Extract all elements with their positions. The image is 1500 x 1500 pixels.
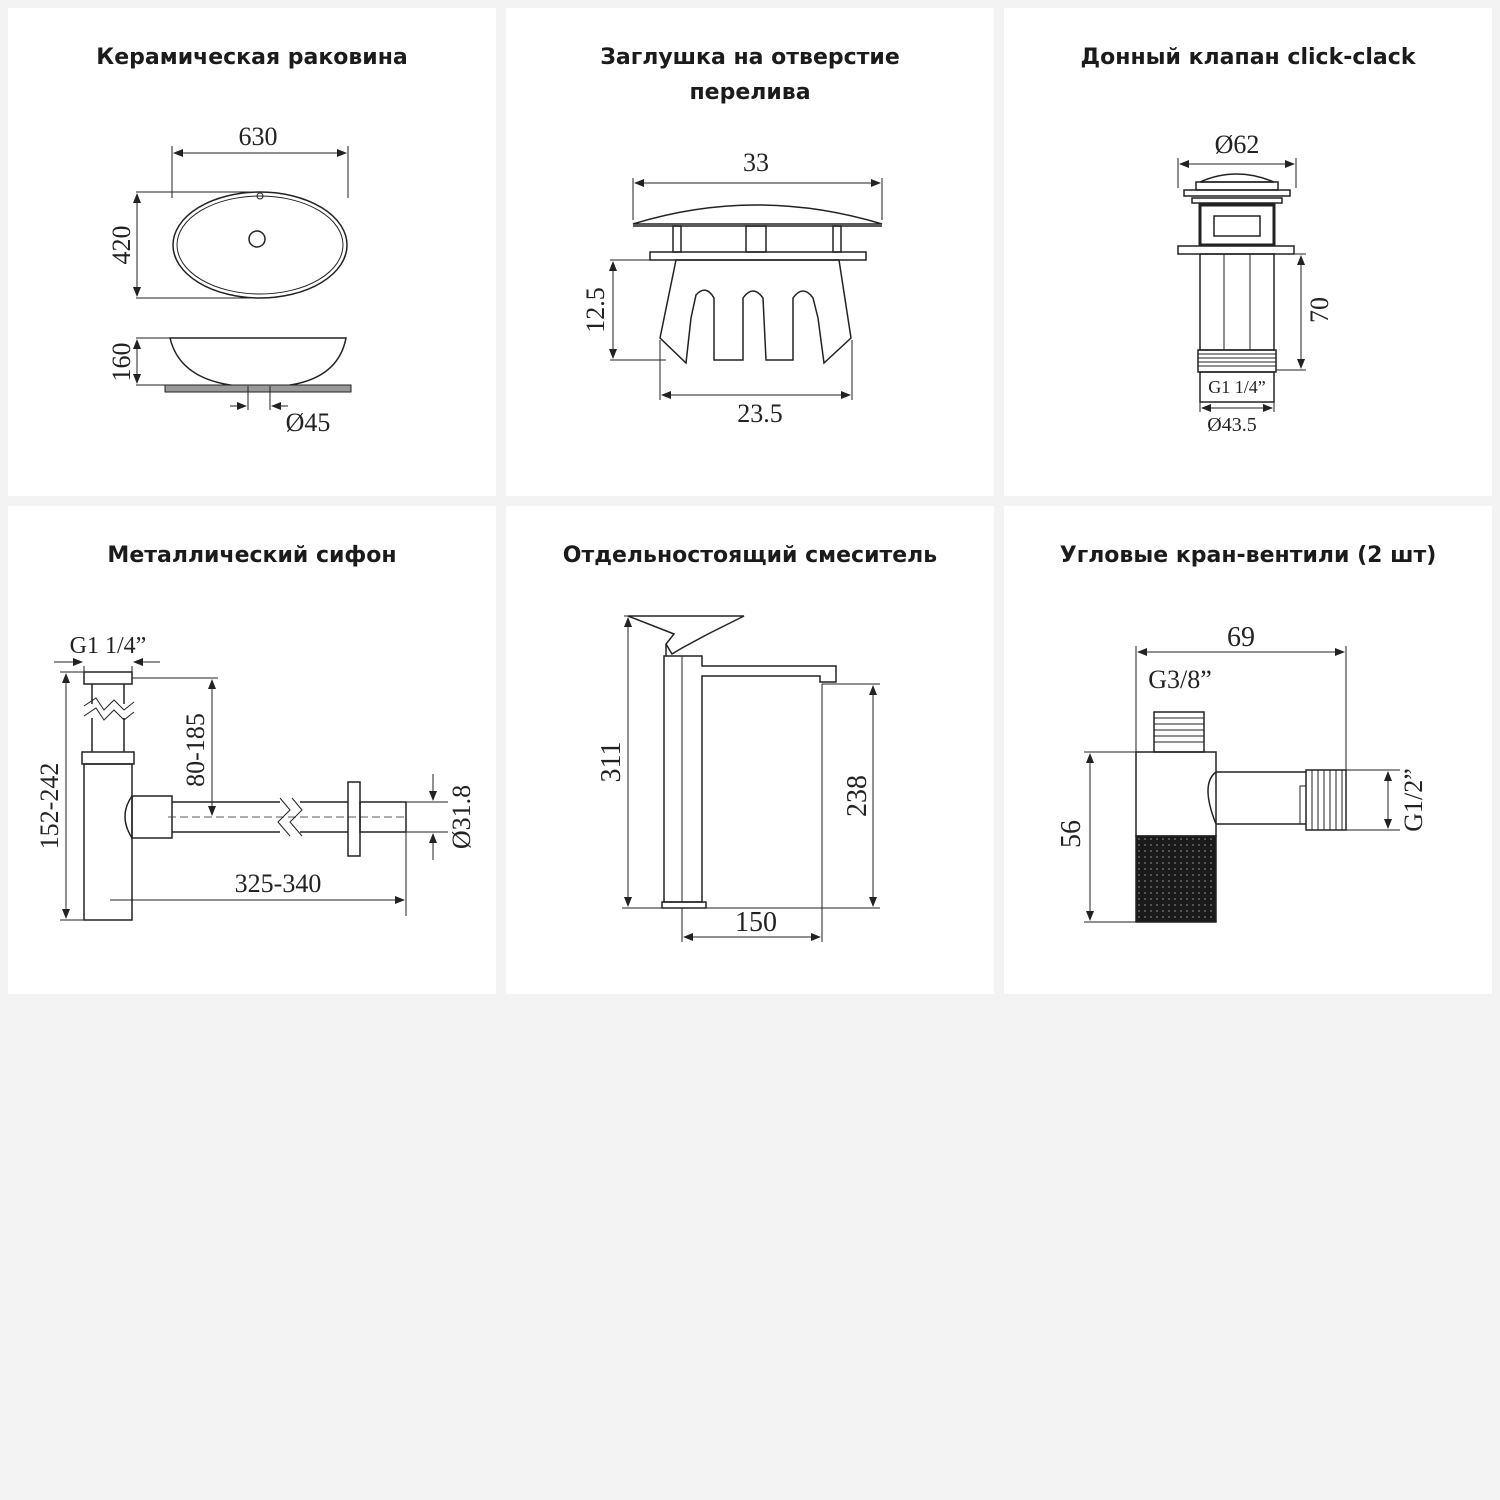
basin-height-label: 160 (107, 342, 136, 382)
valve-inlet-label: G3/8” (1148, 665, 1212, 694)
siphon-thread-label: G1 1/4” (69, 633, 147, 659)
siphon-pipe-label: Ø31.8 (447, 784, 476, 850)
mixer-height-label: 311 (596, 741, 627, 783)
panel-overflow-cap (506, 8, 994, 496)
cap-bottom-label: 23.5 (737, 399, 783, 428)
panel-angle-valves (1004, 506, 1492, 994)
valve-body-label: Ø43.5 (1207, 414, 1257, 436)
panel-title: Керамическая раковина (96, 45, 408, 70)
drain-valve-drawing (1004, 8, 1492, 496)
mixer-drawing (506, 506, 994, 994)
mixer-spout-label: 238 (842, 775, 873, 817)
valve-height-label: 56 (1056, 820, 1087, 848)
siphon-height-label: 152-242 (35, 762, 64, 850)
cap-height-label: 12.5 (581, 287, 610, 333)
basin-drawing (8, 8, 496, 496)
valve-cap-label: Ø62 (1214, 130, 1260, 159)
siphon-length-label: 325-340 (234, 869, 322, 898)
panel-ceramic-basin (8, 8, 496, 496)
panel-mixer (506, 506, 994, 994)
basin-width-label: 630 (238, 122, 278, 151)
mixer-reach-label: 150 (735, 907, 777, 938)
panel-title: Угловые кран-вентили (2 шт) (1059, 543, 1437, 568)
siphon-drawing (8, 506, 496, 994)
cap-top-label: 33 (743, 148, 769, 177)
valve-outlet-label: G1/2” (1399, 768, 1428, 832)
siphon-adjust-label: 80-185 (181, 713, 210, 787)
valve-length-label: 69 (1227, 622, 1255, 653)
basin-drain-label: Ø45 (285, 408, 331, 437)
panel-title: Заглушка на отверстие перелива (600, 45, 900, 105)
basin-depth-label: 420 (107, 225, 136, 265)
panel-title: Отдельностоящий смеситель (562, 543, 938, 568)
valve-height-label: 70 (1305, 297, 1334, 323)
angle-valve-drawing (1004, 506, 1492, 994)
panel-title: Металлический сифон (107, 543, 397, 568)
valve-thread-label: G1 1/4” (1208, 377, 1266, 397)
panel-metal-siphon (8, 506, 496, 994)
overflow-cap-drawing (506, 8, 994, 496)
panel-title: Донный клапан click-clack (1080, 45, 1416, 70)
panel-drain-valve (1004, 8, 1492, 496)
